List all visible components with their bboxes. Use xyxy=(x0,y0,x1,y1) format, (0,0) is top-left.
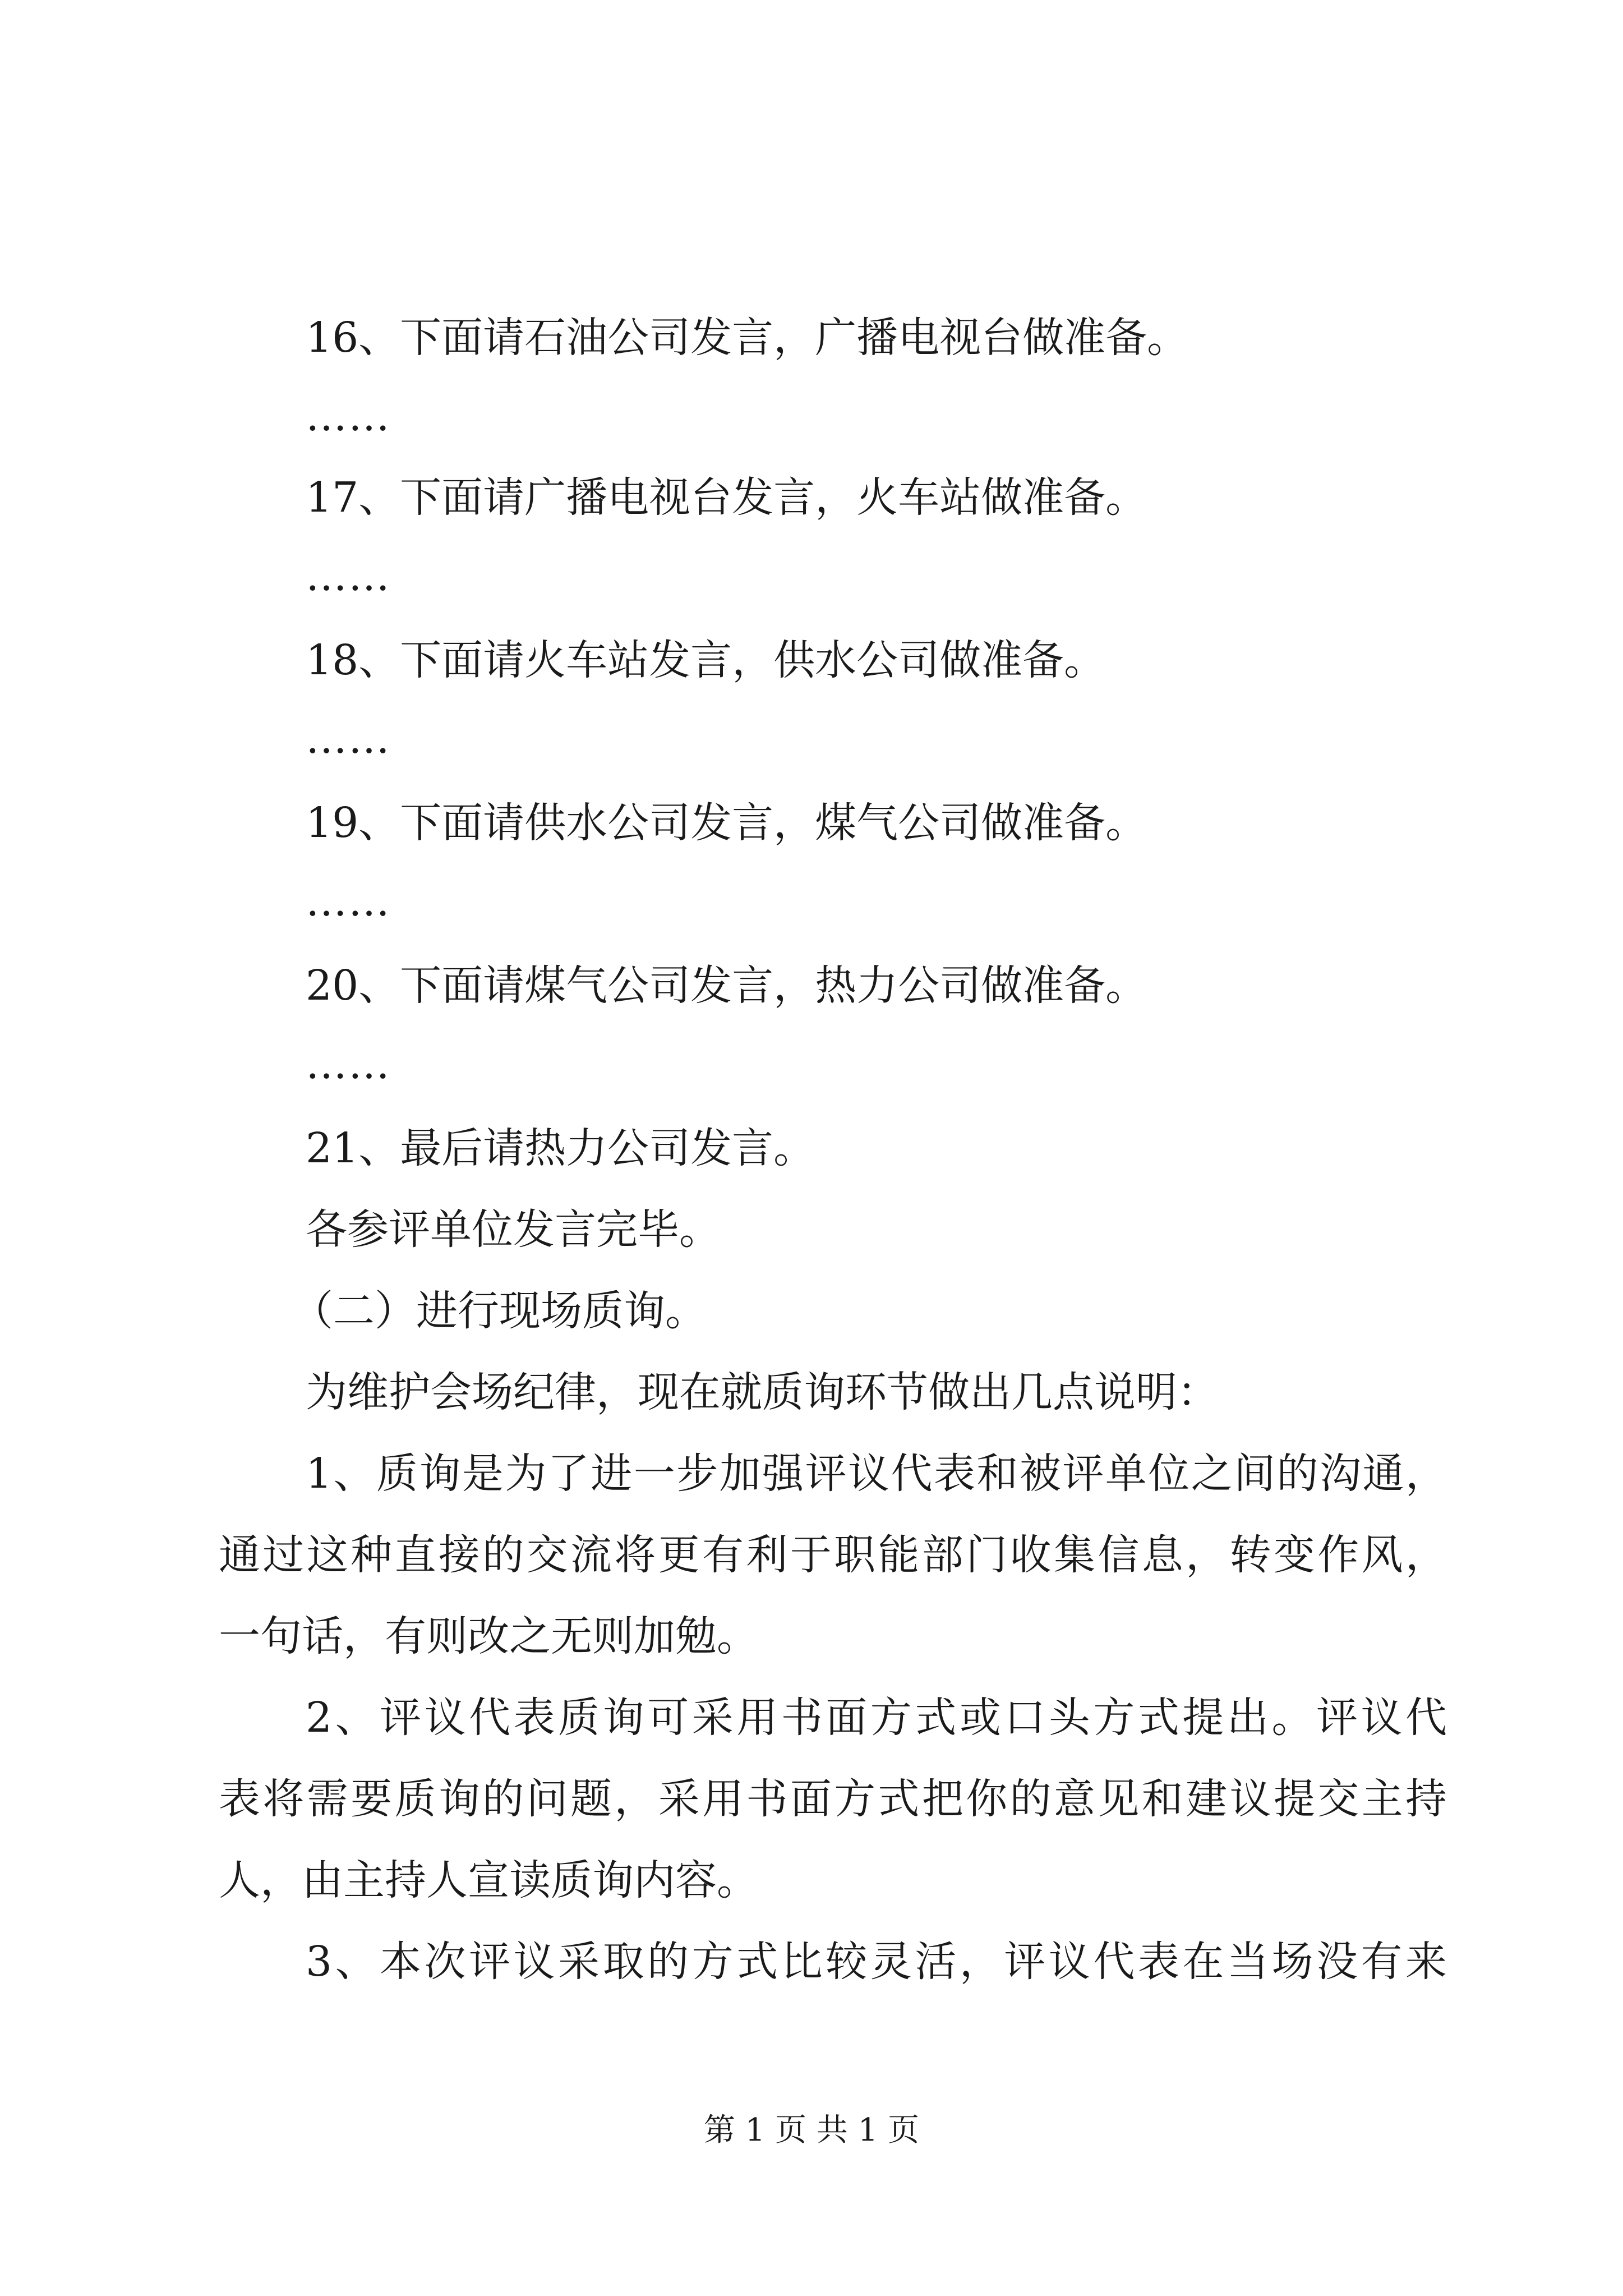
item-20: 20、下面请煤气公司发言，热力公司做准备。 xyxy=(306,961,1147,1010)
section-heading: （二）进行现场质询。 xyxy=(292,1287,707,1335)
para2-line2: 表将需要质询的问题，采用书面方式把你的意见和建议提交主持 xyxy=(219,1775,1447,1823)
ellipsis-16: …… xyxy=(306,392,391,440)
item-21: 21、最后请热力公司发言。 xyxy=(306,1124,815,1172)
para1-line3: 一句话，有则改之无则加勉。 xyxy=(219,1612,758,1660)
item-16: 16、下面请石油公司发言，广播电视台做准备。 xyxy=(306,314,1189,362)
ellipsis-20: …… xyxy=(306,1040,391,1088)
para3-line1: 3、本次评议采取的方式比较灵活，评议代表在当场没有来 xyxy=(306,1938,1447,1986)
intro-line: 为维护会场纪律，现在就质询环节做出几点说明： xyxy=(306,1368,1219,1416)
item-17: 17、下面请广播电视台发言，火车站做准备。 xyxy=(306,473,1147,522)
page-footer: 第 1 页 共 1 页 xyxy=(703,2112,920,2148)
para1-line1: 1、质询是为了进一步加强评议代表和被评单位之间的沟通， xyxy=(306,1450,1447,1498)
ellipsis-19: …… xyxy=(306,877,391,926)
ellipsis-18: …… xyxy=(306,715,391,763)
para2-line3: 人，由主持人宣读质询内容。 xyxy=(219,1856,758,1904)
item-19: 19、下面请供水公司发言，煤气公司做准备。 xyxy=(306,799,1147,847)
ellipsis-17: …… xyxy=(306,552,391,600)
item-18: 18、下面请火车站发言，供水公司做准备。 xyxy=(306,636,1106,684)
conclusion-line: 各参评单位发言完毕。 xyxy=(306,1205,721,1254)
para1-line2: 通过这种直接的交流将更有利于职能部门收集信息，转变作风， xyxy=(219,1531,1447,1579)
para2-line1: 2、评议代表质询可采用书面方式或口头方式提出。评议代 xyxy=(306,1694,1447,1742)
